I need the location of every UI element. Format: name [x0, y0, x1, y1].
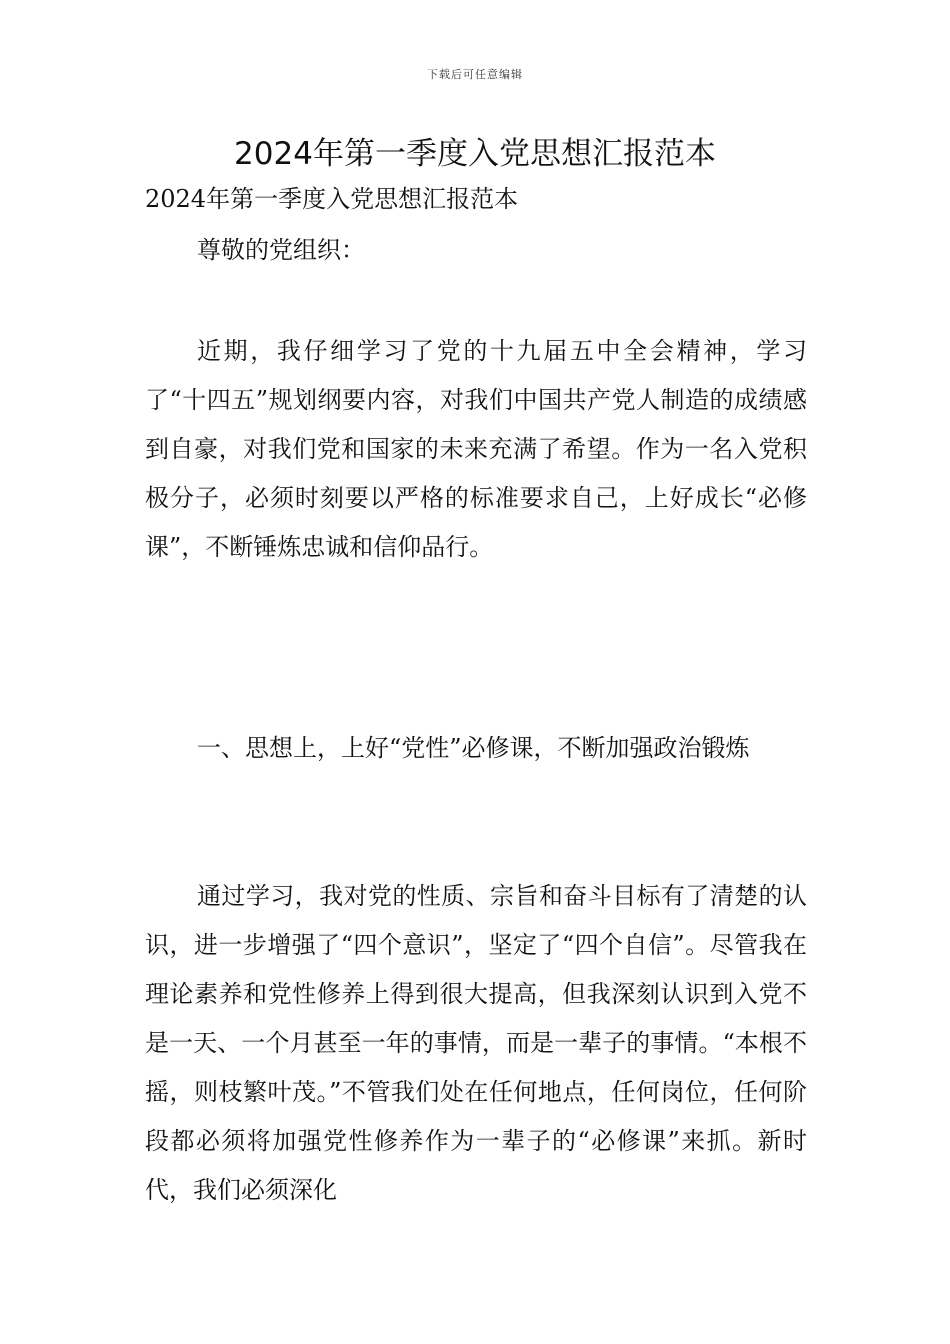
- paragraph-intro: 近期，我仔细学习了党的十九届五中全会精神，学习了“十四五”规划纲要内容，对我们中国共产党人制造的成绩感到自豪，对我们党和国家的未来充满了希望。作为一名入党积极分子，必须时刻要以严格的标准要求自己，上好成长“必修课”，不断锤炼忠诚和信仰品行。: [145, 337, 807, 561]
- paragraph-section-1: 通过学习，我对党的性质、宗旨和奋斗目标有了清楚的认识，进一步增强了“四个意识”，坚定了“四个自信”。尽管我在理论素养和党性修养上得到很大提高，但我深刻认识到入党不是一天、一个月甚至一年的事情，而是一辈子的事情。“本根不摇，则枝繁叶茂。”不管我们处在任何地点，任何岗位，任何阶段都必须将加强党性修养作为一辈子的“必修课”来抓。新时代，我们必须深化: [145, 882, 807, 1204]
- document-subtitle: 2024年第一季度入党思想汇报范本: [145, 185, 519, 213]
- header-note: 下载后可任意编辑: [427, 68, 523, 81]
- document-title: 2024年第一季度入党思想汇报范本: [234, 136, 716, 172]
- section-heading-1: 一、思想上，上好“党性”必修课，不断加强政治锻炼: [197, 734, 750, 762]
- salutation: 尊敬的党组织：: [197, 236, 365, 264]
